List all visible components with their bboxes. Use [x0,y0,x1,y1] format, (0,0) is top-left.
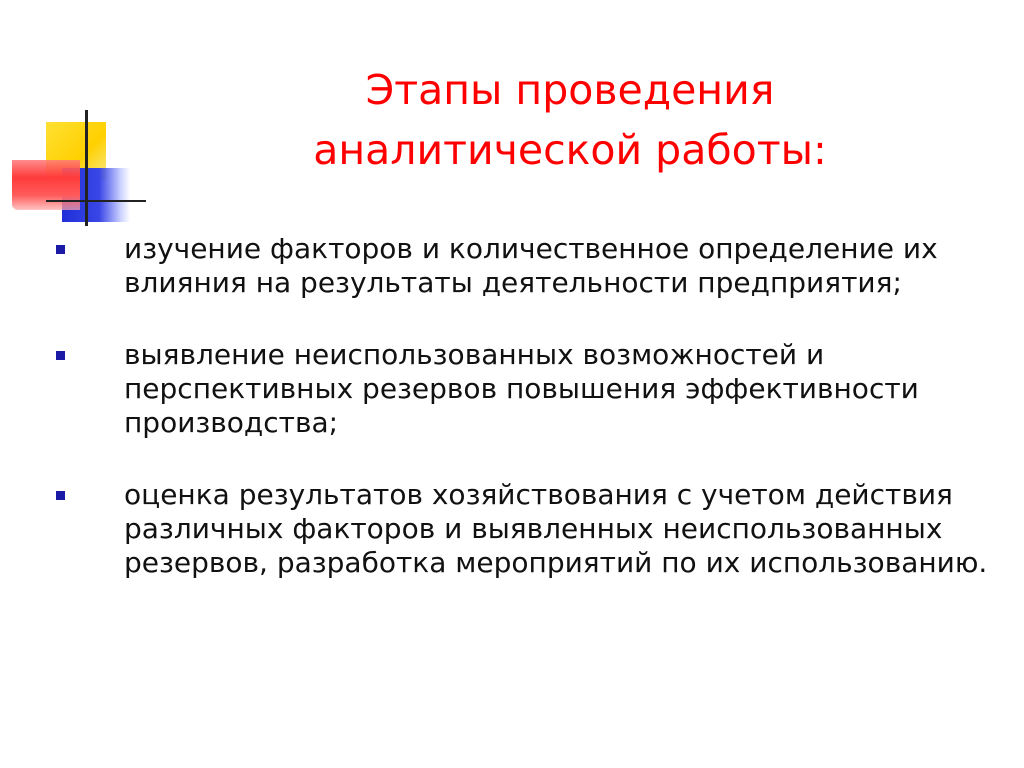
horizontal-line [46,200,146,202]
bullet-text-1: изучение факторов и количественное определение их влияния на результаты деятельности предприятия; [124,232,938,299]
title-line-1: Этапы проведения [365,66,775,114]
red-square [12,160,80,210]
square-bullet-icon [56,245,65,254]
square-bullet-icon [56,491,65,500]
bullet-text-2: выявление неиспользованных возможностей и перспективных резервов повышения эффективности производства; [124,338,919,439]
title-line-2: аналитической работы: [313,126,827,174]
bullet-item-2 [56,338,1006,440]
bullet-text-3: оценка результатов хозяйствования с учетом действия различных факторов и выявленных неиспользованных резервов, разработка мероприятий по их использованию. [124,478,988,579]
corner-decoration [0,0,150,240]
bullet-item-1 [56,232,1006,300]
bullet-item-3 [56,478,1006,580]
vertical-line [85,110,88,226]
square-bullet-icon [56,351,65,360]
bullet-list [56,232,1006,580]
slide-title [200,60,940,180]
